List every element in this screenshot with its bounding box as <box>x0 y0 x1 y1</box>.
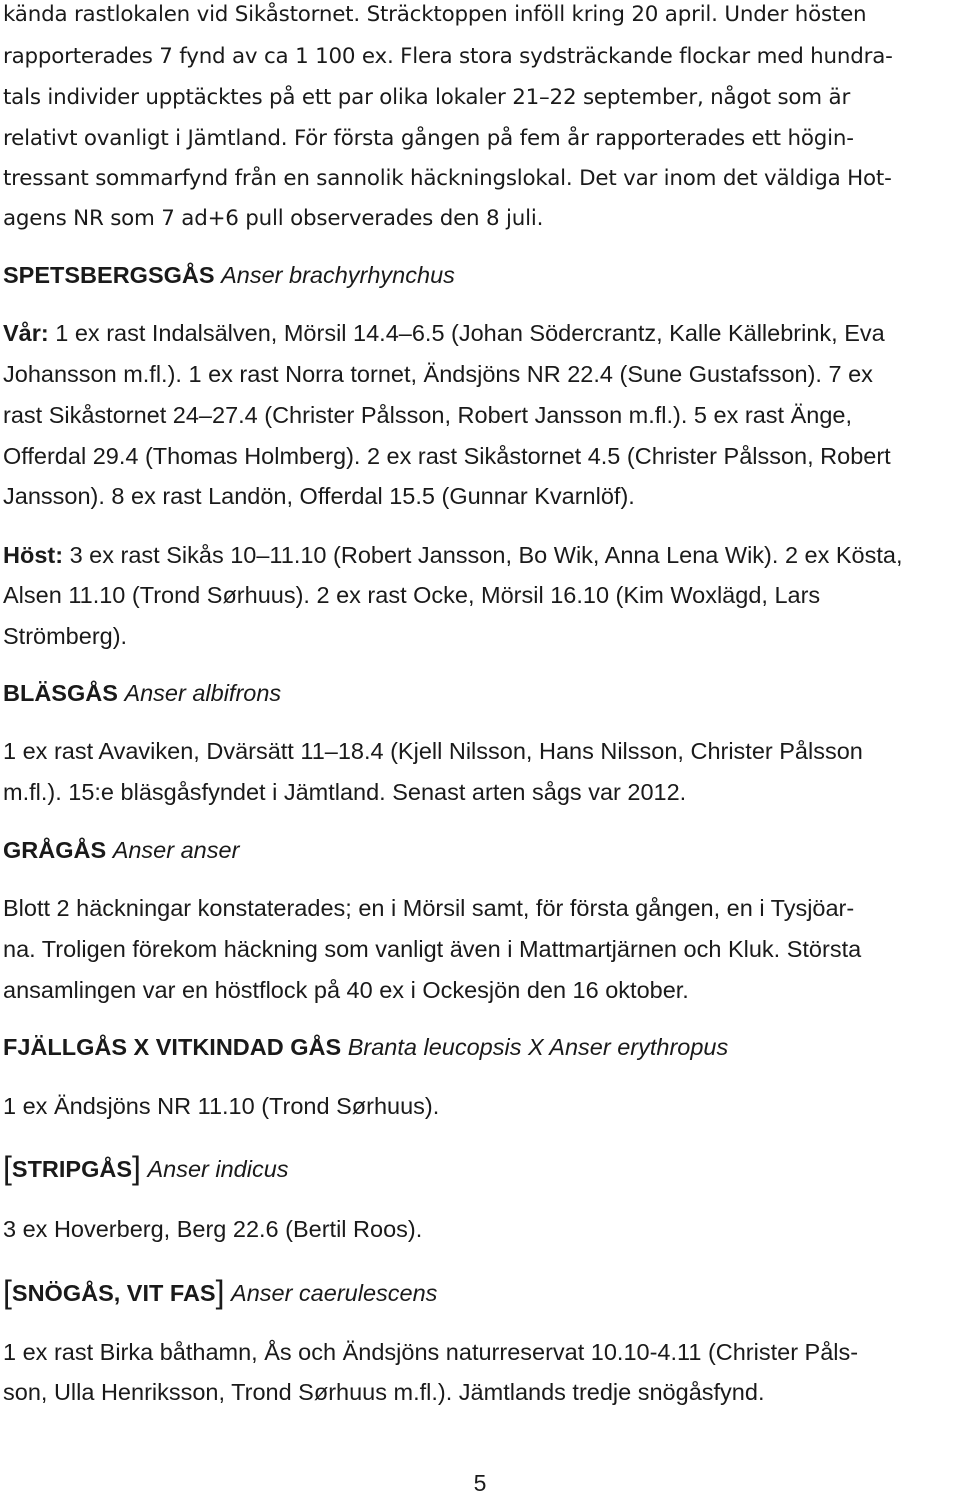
intro-line: relativt ovanligt i Jämtland. För första gången på fem år rapporterades ett högin- <box>3 126 854 151</box>
species-heading-blasgas <box>3 673 281 713</box>
record-line: Blott 2 häckningar konstaterades; en i Mörsil samt, för första gången, en i Tysjöar- <box>3 895 855 921</box>
record-line: Johansson m.fl.). 1 ex rast Norra tornet, Ändsjöns NR 22.4 (Sune Gustafsson). 7 ex <box>3 361 873 387</box>
species-heading-spetsbergsgas <box>3 255 455 295</box>
record-text: 3 ex rast Sikås 10–11.10 (Robert Jansson, Bo Wik, Anna Lena Wik). 2 ex Kösta, <box>63 542 903 568</box>
species-latin: Branta leucopsis X Anser erythropus <box>347 1034 729 1060</box>
species-name: GRÅGÅS <box>3 837 107 863</box>
bracket-open: [ <box>3 1150 12 1186</box>
record-line: 3 ex Hoverberg, Berg 22.6 (Bertil Roos). <box>3 1216 423 1242</box>
season-label-spring: Vår: <box>3 320 49 346</box>
record-line: ansamlingen var en höstflock på 40 ex i Ockesjön den 16 oktober. <box>3 977 689 1003</box>
bracket-close: ] <box>132 1150 141 1186</box>
species-heading-stripgas <box>3 1148 289 1189</box>
record-line: 1 ex Ändsjöns NR 11.10 (Trond Sørhuus). <box>3 1093 440 1119</box>
record-line: Strömberg). <box>3 623 128 649</box>
record-line: m.fl.). 15:e bläsgåsfyndet i Jämtland. Senast arten sågs var 2012. <box>3 779 687 805</box>
intro-line: agens NR som 7 ad+6 pull observerades den 8 juli. <box>3 206 544 231</box>
species-name: SNÖGÅS, VIT FAS <box>11 1280 216 1306</box>
species-name: SPETSBERGSGÅS <box>3 262 215 288</box>
season-label-autumn: Höst: <box>3 542 64 568</box>
record-line: Jansson). 8 ex rast Landön, Offerdal 15.5 (Gunnar Kvarnlöf). <box>3 483 635 509</box>
species-name: STRIPGÅS <box>11 1156 133 1182</box>
record-line: 1 ex rast Avaviken, Dvärsätt 11–18.4 (Kjell Nilsson, Hans Nilsson, Christer Pålsson <box>3 738 863 764</box>
autumn-record-line <box>3 535 903 575</box>
species-latin: Anser albifrons <box>124 680 282 706</box>
intro-line: tals individer upptäcktes på ett par olika lokaler 21–22 september, något som är <box>3 85 851 110</box>
bracket-close: ] <box>215 1274 225 1310</box>
species-name: FJÄLLGÅS X VITKINDAD GÅS <box>3 1034 342 1060</box>
record-line: na. Troligen förekom häckning som vanligt även i Mattmartjärnen och Kluk. Största <box>3 936 862 962</box>
species-latin: Anser indicus <box>147 1156 289 1182</box>
intro-line: tressant sommarfynd från en sannolik häckningslokal. Det var inom det väldiga Hot- <box>3 166 892 191</box>
species-latin: Anser caerulescens <box>231 1280 438 1306</box>
species-latin: Anser anser <box>112 837 240 863</box>
record-line: rast Sikåstornet 24–27.4 (Christer Pålsson, Robert Jansson m.fl.). 5 ex rast Änge, <box>3 402 852 428</box>
spring-record-line <box>3 313 885 353</box>
record-line: son, Ulla Henriksson, Trond Sørhuus m.fl.). Jämtlands tredje snögåsfynd. <box>3 1379 765 1405</box>
record-line: Offerdal 29.4 (Thomas Holmberg). 2 ex rast Sikåstornet 4.5 (Christer Pålsson, Robert <box>3 443 891 469</box>
bracket-open: [ <box>3 1274 12 1310</box>
species-name: BLÄSGÅS <box>3 680 118 706</box>
record-line: Alsen 11.10 (Trond Sørhuus). 2 ex rast Ocke, Mörsil 16.10 (Kim Woxlägd, Lars <box>3 582 821 608</box>
record-text: 1 ex rast Indalsälven, Mörsil 14.4–6.5 (Johan Södercrantz, Kalle Källebrink, Eva <box>48 320 885 346</box>
intro-line: kända rastlokalen vid Sikåstornet. Sträcktoppen inföll kring 20 april. Under hösten <box>3 2 867 27</box>
intro-line: rapporterades 7 fynd av ca 1 100 ex. Flera stora sydsträckande flockar med hundra- <box>3 44 893 69</box>
species-heading-snogas <box>3 1272 437 1313</box>
record-line: 1 ex rast Birka båthamn, Ås och Ändsjöns naturreservat 10.10-4.11 (Christer Påls- <box>3 1339 859 1365</box>
species-latin: Anser brachyrhynchus <box>221 262 455 288</box>
page-number: 5 <box>473 1470 487 1496</box>
species-heading-hybrid <box>3 1027 728 1067</box>
species-heading-gragas <box>3 830 239 870</box>
